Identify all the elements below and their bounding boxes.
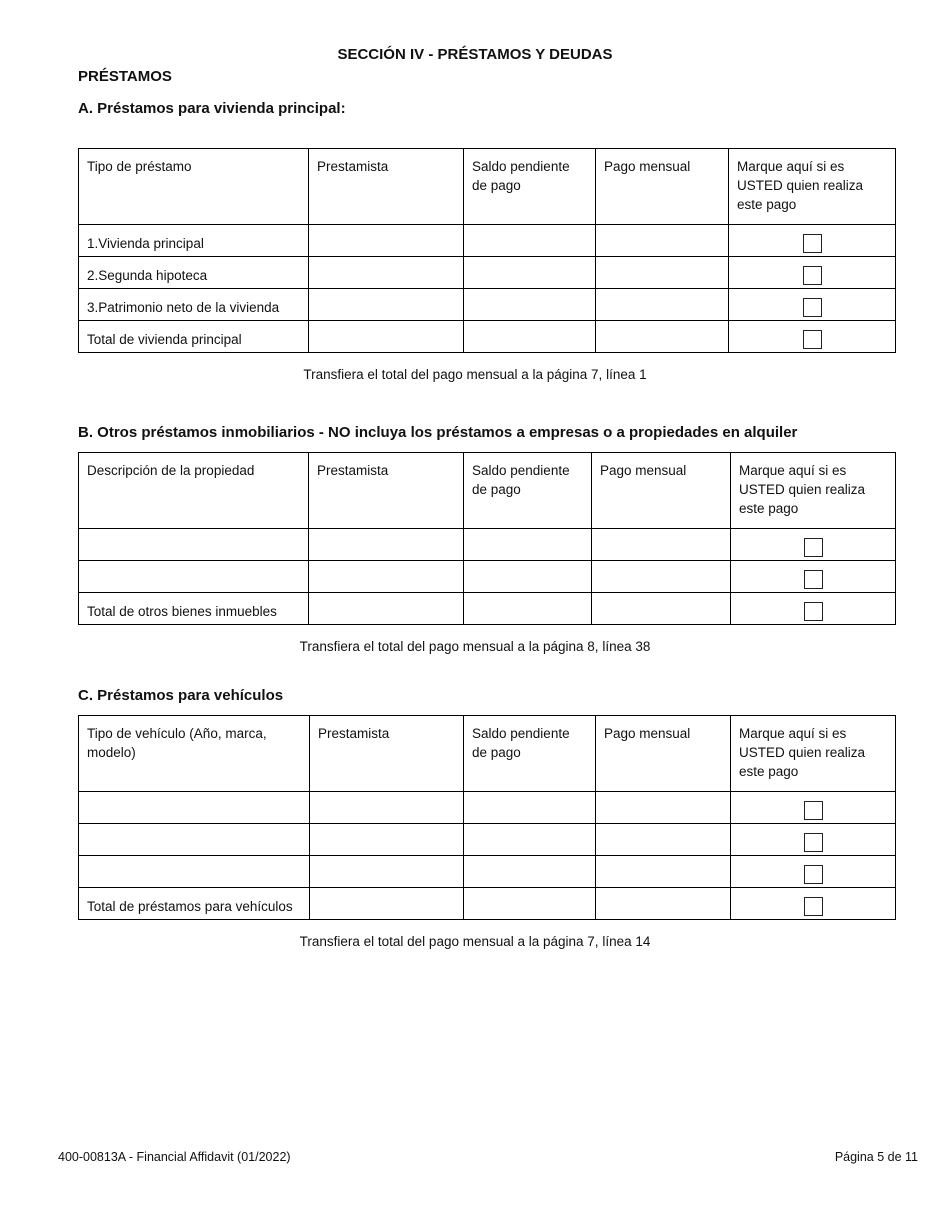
balance-cell[interactable] bbox=[464, 824, 596, 856]
column-header: Saldo pendiente de pago bbox=[464, 149, 596, 225]
payer-checkbox[interactable] bbox=[804, 833, 823, 852]
monthly-payment-cell[interactable] bbox=[596, 888, 731, 920]
column-header: Saldo pendiente de pago bbox=[464, 716, 596, 792]
table-row bbox=[79, 792, 896, 824]
table-row bbox=[79, 289, 896, 321]
balance-cell[interactable] bbox=[464, 856, 596, 888]
form-id: 400-00813A - Financial Affidavit (01/2022) bbox=[58, 1150, 291, 1164]
table-row bbox=[79, 888, 896, 920]
table-row bbox=[79, 257, 896, 289]
lender-cell[interactable] bbox=[309, 257, 464, 289]
column-header: Marque aquí si es USTED quien realiza este pago bbox=[729, 149, 896, 225]
balance-cell[interactable] bbox=[464, 888, 596, 920]
payer-checkbox[interactable] bbox=[804, 801, 823, 820]
section-a-heading: A. Préstamos para vivienda principal: bbox=[78, 100, 346, 117]
lender-cell[interactable] bbox=[310, 856, 464, 888]
section-c-heading: C. Préstamos para vehículos bbox=[78, 687, 284, 704]
table-row bbox=[79, 593, 896, 625]
section-b-table bbox=[78, 452, 896, 625]
column-header: Tipo de vehículo (Año, marca, modelo) bbox=[79, 716, 310, 792]
monthly-payment-cell[interactable] bbox=[596, 856, 731, 888]
lender-cell[interactable] bbox=[310, 792, 464, 824]
balance-cell[interactable] bbox=[464, 225, 596, 257]
monthly-payment-cell[interactable] bbox=[592, 593, 731, 625]
page-title: SECCIÓN IV - PRÉSTAMOS Y DEUDAS bbox=[337, 46, 613, 63]
column-header: Prestamista bbox=[309, 149, 464, 225]
section-a-table bbox=[78, 148, 896, 353]
balance-cell[interactable] bbox=[464, 593, 592, 625]
lender-cell[interactable] bbox=[310, 824, 464, 856]
transfer-note: Transfiera el total del pago mensual a la página 7, línea 1 bbox=[303, 367, 647, 382]
row-label: Total de otros bienes inmuebles bbox=[79, 593, 309, 625]
lender-cell[interactable] bbox=[309, 289, 464, 321]
section-c-table bbox=[78, 715, 896, 920]
lender-cell[interactable] bbox=[309, 529, 464, 561]
section-b-heading: B. Otros préstamos inmobiliarios - NO incluya los préstamos a empresas o a propiedades en alquiler bbox=[78, 424, 798, 441]
column-header: Tipo de préstamo bbox=[79, 149, 309, 225]
row-label: 1.Vivienda principal bbox=[79, 225, 309, 257]
column-header: Descripción de la propiedad bbox=[79, 453, 309, 529]
balance-cell[interactable] bbox=[464, 321, 596, 353]
row-label: 3.Patrimonio neto de la vivienda bbox=[79, 289, 309, 321]
row-label: Total de préstamos para vehículos bbox=[79, 888, 310, 920]
balance-cell[interactable] bbox=[464, 561, 592, 593]
monthly-payment-cell[interactable] bbox=[596, 824, 731, 856]
lender-cell[interactable] bbox=[310, 888, 464, 920]
table-row bbox=[79, 561, 896, 593]
balance-cell[interactable] bbox=[464, 257, 596, 289]
payer-checkbox[interactable] bbox=[804, 865, 823, 884]
monthly-payment-cell[interactable] bbox=[596, 792, 731, 824]
row-label: 2.Segunda hipoteca bbox=[79, 257, 309, 289]
column-header: Prestamista bbox=[309, 453, 464, 529]
payer-checkbox[interactable] bbox=[803, 298, 822, 317]
monthly-payment-cell[interactable] bbox=[592, 561, 731, 593]
vehicle-type-cell[interactable] bbox=[79, 824, 310, 856]
lender-cell[interactable] bbox=[309, 561, 464, 593]
column-header: Marque aquí si es USTED quien realiza este pago bbox=[731, 716, 896, 792]
column-header: Marque aquí si es USTED quien realiza este pago bbox=[731, 453, 896, 529]
balance-cell[interactable] bbox=[464, 529, 592, 561]
monthly-payment-cell[interactable] bbox=[596, 289, 729, 321]
payer-checkbox[interactable] bbox=[804, 897, 823, 916]
payer-checkbox[interactable] bbox=[804, 538, 823, 557]
balance-cell[interactable] bbox=[464, 792, 596, 824]
property-description-cell[interactable] bbox=[79, 561, 309, 593]
vehicle-type-cell[interactable] bbox=[79, 792, 310, 824]
section-label: PRÉSTAMOS bbox=[78, 68, 172, 85]
monthly-payment-cell[interactable] bbox=[596, 321, 729, 353]
lender-cell[interactable] bbox=[309, 321, 464, 353]
balance-cell[interactable] bbox=[464, 289, 596, 321]
column-header: Prestamista bbox=[310, 716, 464, 792]
payer-checkbox[interactable] bbox=[803, 330, 822, 349]
lender-cell[interactable] bbox=[309, 225, 464, 257]
payer-checkbox[interactable] bbox=[803, 266, 822, 285]
table-row bbox=[79, 529, 896, 561]
page-number: Página 5 de 11 bbox=[834, 1150, 918, 1164]
vehicle-type-cell[interactable] bbox=[79, 856, 310, 888]
transfer-note: Transfiera el total del pago mensual a la página 8, línea 38 bbox=[299, 639, 651, 654]
payer-checkbox[interactable] bbox=[803, 234, 822, 253]
property-description-cell[interactable] bbox=[79, 529, 309, 561]
table-row bbox=[79, 824, 896, 856]
column-header: Pago mensual bbox=[592, 453, 731, 529]
row-label: Total de vivienda principal bbox=[79, 321, 309, 353]
table-row bbox=[79, 225, 896, 257]
monthly-payment-cell[interactable] bbox=[596, 257, 729, 289]
monthly-payment-cell[interactable] bbox=[596, 225, 729, 257]
table-row bbox=[79, 321, 896, 353]
column-header: Pago mensual bbox=[596, 716, 731, 792]
lender-cell[interactable] bbox=[309, 593, 464, 625]
monthly-payment-cell[interactable] bbox=[592, 529, 731, 561]
payer-checkbox[interactable] bbox=[804, 570, 823, 589]
transfer-note: Transfiera el total del pago mensual a la página 7, línea 14 bbox=[299, 934, 651, 949]
table-row bbox=[79, 856, 896, 888]
column-header: Saldo pendiente de pago bbox=[464, 453, 592, 529]
payer-checkbox[interactable] bbox=[804, 602, 823, 621]
column-header: Pago mensual bbox=[596, 149, 729, 225]
